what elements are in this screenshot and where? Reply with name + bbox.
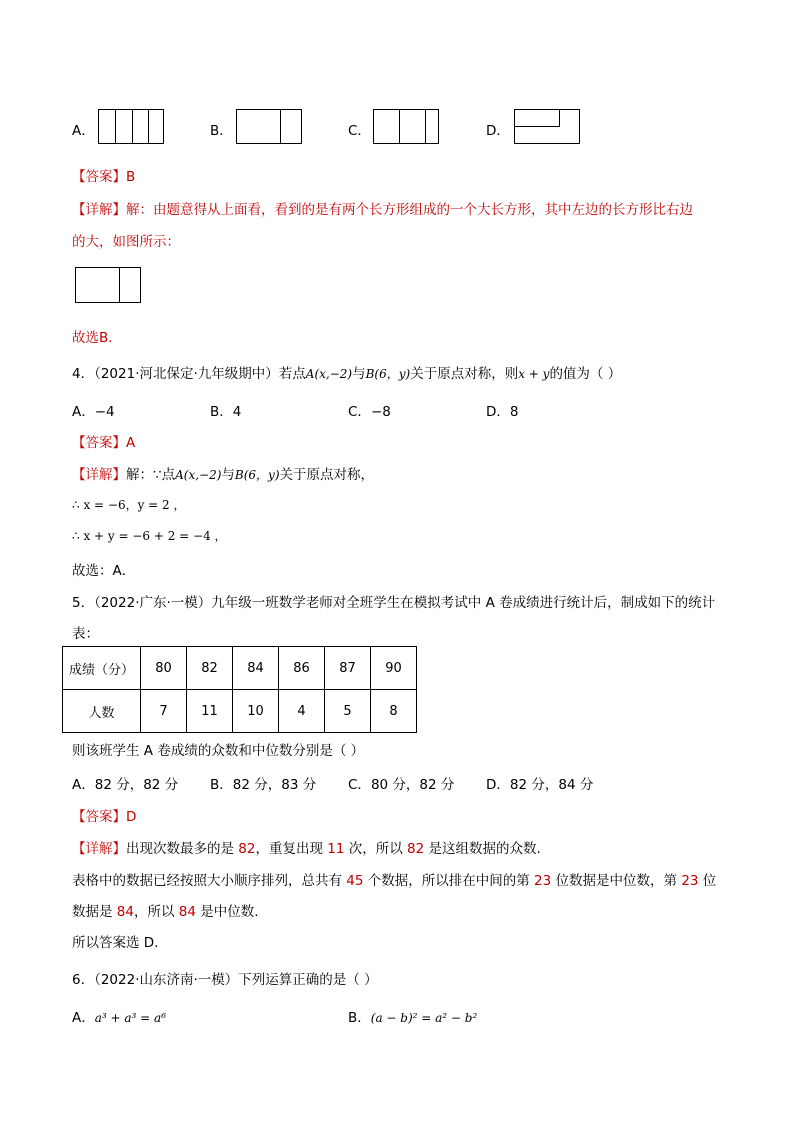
option-letter: A． bbox=[72, 777, 95, 793]
detail-tag: 【详解】 bbox=[72, 467, 126, 483]
detail-highlight: 11 bbox=[322, 841, 349, 857]
detail-highlight: 84 bbox=[112, 904, 134, 920]
table-header-cell: 成绩（分） bbox=[63, 647, 141, 690]
table-row bbox=[63, 647, 417, 690]
q4-answer bbox=[72, 431, 135, 451]
q4-detail bbox=[72, 463, 374, 483]
q5-stem-line1: 5．（2022·广东·一模）九年级一班数学老师对全班学生在模拟考试中 A 卷成绩进行统计后，制成如下的统计 bbox=[72, 595, 716, 611]
option-text: 82 分，82 分 bbox=[94, 777, 179, 793]
detail-text: 数据是 bbox=[72, 904, 113, 920]
answer-value: A bbox=[126, 435, 136, 451]
answer-value: D bbox=[126, 809, 137, 825]
q3-answer bbox=[72, 165, 135, 185]
q4-stem bbox=[72, 362, 621, 382]
detail-highlight: 45 bbox=[342, 873, 368, 889]
q4-option-c[interactable] bbox=[348, 400, 391, 420]
table-cell: 87 bbox=[325, 647, 371, 690]
table-cell: 90 bbox=[371, 647, 417, 690]
q4-stem-end: 的值为（ ） bbox=[549, 366, 622, 382]
q4-stem-mid: 与 bbox=[352, 366, 366, 382]
q3-option-d-label[interactable]: D． bbox=[486, 123, 510, 139]
q4-option-d[interactable] bbox=[486, 400, 519, 420]
q5-question: 则该班学生 A 卷成绩的众数和中位数分别是（ ） bbox=[72, 743, 365, 759]
option-text: 4 bbox=[232, 404, 242, 420]
q3-detail-line2: 的大，如图所示： bbox=[72, 234, 180, 250]
detail-highlight: 84 bbox=[174, 904, 201, 920]
q3-option-c-figure[interactable] bbox=[373, 109, 439, 144]
q3-option-b-label[interactable]: B． bbox=[210, 123, 233, 139]
detail-point-a: A(x,−2) bbox=[175, 468, 222, 482]
q4-stem-suffix: 关于原点对称，则 bbox=[410, 366, 519, 382]
detail-highlight: 23 bbox=[529, 873, 556, 889]
q4-option-a[interactable] bbox=[72, 400, 115, 420]
q5-detail-line1 bbox=[72, 837, 541, 857]
answer-tag: 【答案】 bbox=[72, 435, 126, 451]
option-letter: B． bbox=[210, 777, 233, 793]
q4-step1: ∴ x = −6，y = 2 ， bbox=[72, 498, 186, 512]
q5-detail-line2 bbox=[72, 869, 716, 889]
q5-detail-line3 bbox=[72, 900, 259, 920]
q3-option-a-label[interactable]: A． bbox=[72, 123, 95, 139]
q3-option-c-label[interactable]: C． bbox=[348, 123, 371, 139]
option-letter: C． bbox=[348, 404, 371, 420]
q4-point-b: B(6，y) bbox=[365, 367, 411, 381]
q3-detail-line1 bbox=[72, 198, 693, 218]
q6-option-b[interactable] bbox=[348, 1006, 477, 1026]
detail-text: 表格中的数据已经按照大小顺序排列，总共有 bbox=[72, 873, 342, 889]
q6-stem: 6．（2022·山东济南·一模）下列运算正确的是（ ） bbox=[72, 972, 378, 988]
table-cell: 4 bbox=[279, 690, 325, 733]
option-text: −8 bbox=[370, 404, 391, 420]
table-cell: 5 bbox=[325, 690, 371, 733]
detail-text: 次，所以 bbox=[348, 841, 403, 857]
option-text: 82 分，84 分 bbox=[509, 777, 594, 793]
detail-text: ，重复出现 bbox=[255, 841, 323, 857]
option-text: (a − b)² = a² − b² bbox=[370, 1011, 478, 1025]
table-cell: 84 bbox=[233, 647, 279, 690]
q5-answer bbox=[72, 805, 136, 825]
q5-option-c[interactable] bbox=[348, 773, 454, 793]
q3-answer-figure bbox=[75, 267, 141, 303]
option-text: a³ + a³ = a⁶ bbox=[94, 1011, 167, 1025]
detail-mid: 与 bbox=[221, 467, 235, 483]
q4-expr: x + y bbox=[518, 367, 550, 381]
option-text: 82 分，83 分 bbox=[232, 777, 317, 793]
q3-option-b-figure[interactable] bbox=[236, 109, 302, 144]
detail-text: 出现次数最多的是 bbox=[126, 841, 234, 857]
q4-point-a: A(x,−2) bbox=[305, 367, 353, 381]
q5-option-b[interactable] bbox=[210, 773, 316, 793]
table-cell: 11 bbox=[187, 690, 233, 733]
detail-text: 是这组数据的众数. bbox=[428, 841, 541, 857]
detail-suffix: 关于原点对称， bbox=[279, 467, 375, 483]
q3-option-a-figure[interactable] bbox=[98, 109, 164, 144]
answer-tag: 【答案】 bbox=[72, 169, 126, 185]
table-cell: 7 bbox=[141, 690, 187, 733]
detail-highlight: 82 bbox=[234, 841, 256, 857]
q4-step2: ∴ x + y = −6 + 2 = −4 ， bbox=[72, 529, 227, 543]
detail-highlight: 82 bbox=[402, 841, 429, 857]
option-letter: D． bbox=[486, 777, 510, 793]
table-cell: 8 bbox=[371, 690, 417, 733]
q5-statistics-table bbox=[62, 646, 417, 733]
detail-highlight: 23 bbox=[677, 873, 703, 889]
q4-conclusion: 故选：A． bbox=[72, 563, 136, 579]
q5-option-a[interactable] bbox=[72, 773, 178, 793]
table-row bbox=[63, 690, 417, 733]
answer-tag: 【答案】 bbox=[72, 809, 126, 825]
detail-text: 解：由题意得从上面看，看到的是有两个长方形组成的一个大长方形，其中左边的长方形比右边 bbox=[126, 202, 693, 218]
detail-tag: 【详解】 bbox=[72, 202, 126, 218]
answer-value: B bbox=[126, 169, 136, 185]
q3-option-d-figure[interactable] bbox=[514, 109, 580, 144]
option-letter: C． bbox=[348, 777, 371, 793]
table-cell: 10 bbox=[233, 690, 279, 733]
q3-conclusion: 故选B． bbox=[72, 330, 122, 346]
detail-text: 是中位数. bbox=[200, 904, 259, 920]
detail-text: 位数据是中位数，第 bbox=[555, 873, 678, 889]
table-cell: 82 bbox=[187, 647, 233, 690]
q4-stem-prefix: 4．（2021·河北保定·九年级期中）若点 bbox=[72, 366, 306, 382]
option-text: 8 bbox=[509, 404, 519, 420]
q5-option-d[interactable] bbox=[486, 773, 593, 793]
q4-option-b[interactable] bbox=[210, 400, 241, 420]
detail-tag: 【详解】 bbox=[72, 841, 126, 857]
detail-prefix: 解：∵点 bbox=[126, 467, 176, 483]
q5-stem-line2: 表： bbox=[72, 626, 99, 642]
detail-text: 个数据，所以排在中间的第 bbox=[367, 873, 530, 889]
table-cell: 86 bbox=[279, 647, 325, 690]
option-letter: D． bbox=[486, 404, 510, 420]
detail-point-b: B(6，y) bbox=[234, 468, 280, 482]
option-letter: B． bbox=[210, 404, 233, 420]
option-letter: A． bbox=[72, 1010, 95, 1026]
q5-conclusion: 所以答案选 D. bbox=[72, 935, 159, 951]
q6-option-a[interactable] bbox=[72, 1006, 166, 1026]
option-text: 80 分，82 分 bbox=[370, 777, 455, 793]
detail-text: ，所以 bbox=[133, 904, 175, 920]
option-text: −4 bbox=[94, 404, 115, 420]
table-header-cell: 人数 bbox=[63, 690, 141, 733]
table-cell: 80 bbox=[141, 647, 187, 690]
option-letter: B． bbox=[348, 1010, 371, 1026]
option-letter: A． bbox=[72, 404, 95, 420]
detail-text: 位 bbox=[702, 873, 717, 889]
